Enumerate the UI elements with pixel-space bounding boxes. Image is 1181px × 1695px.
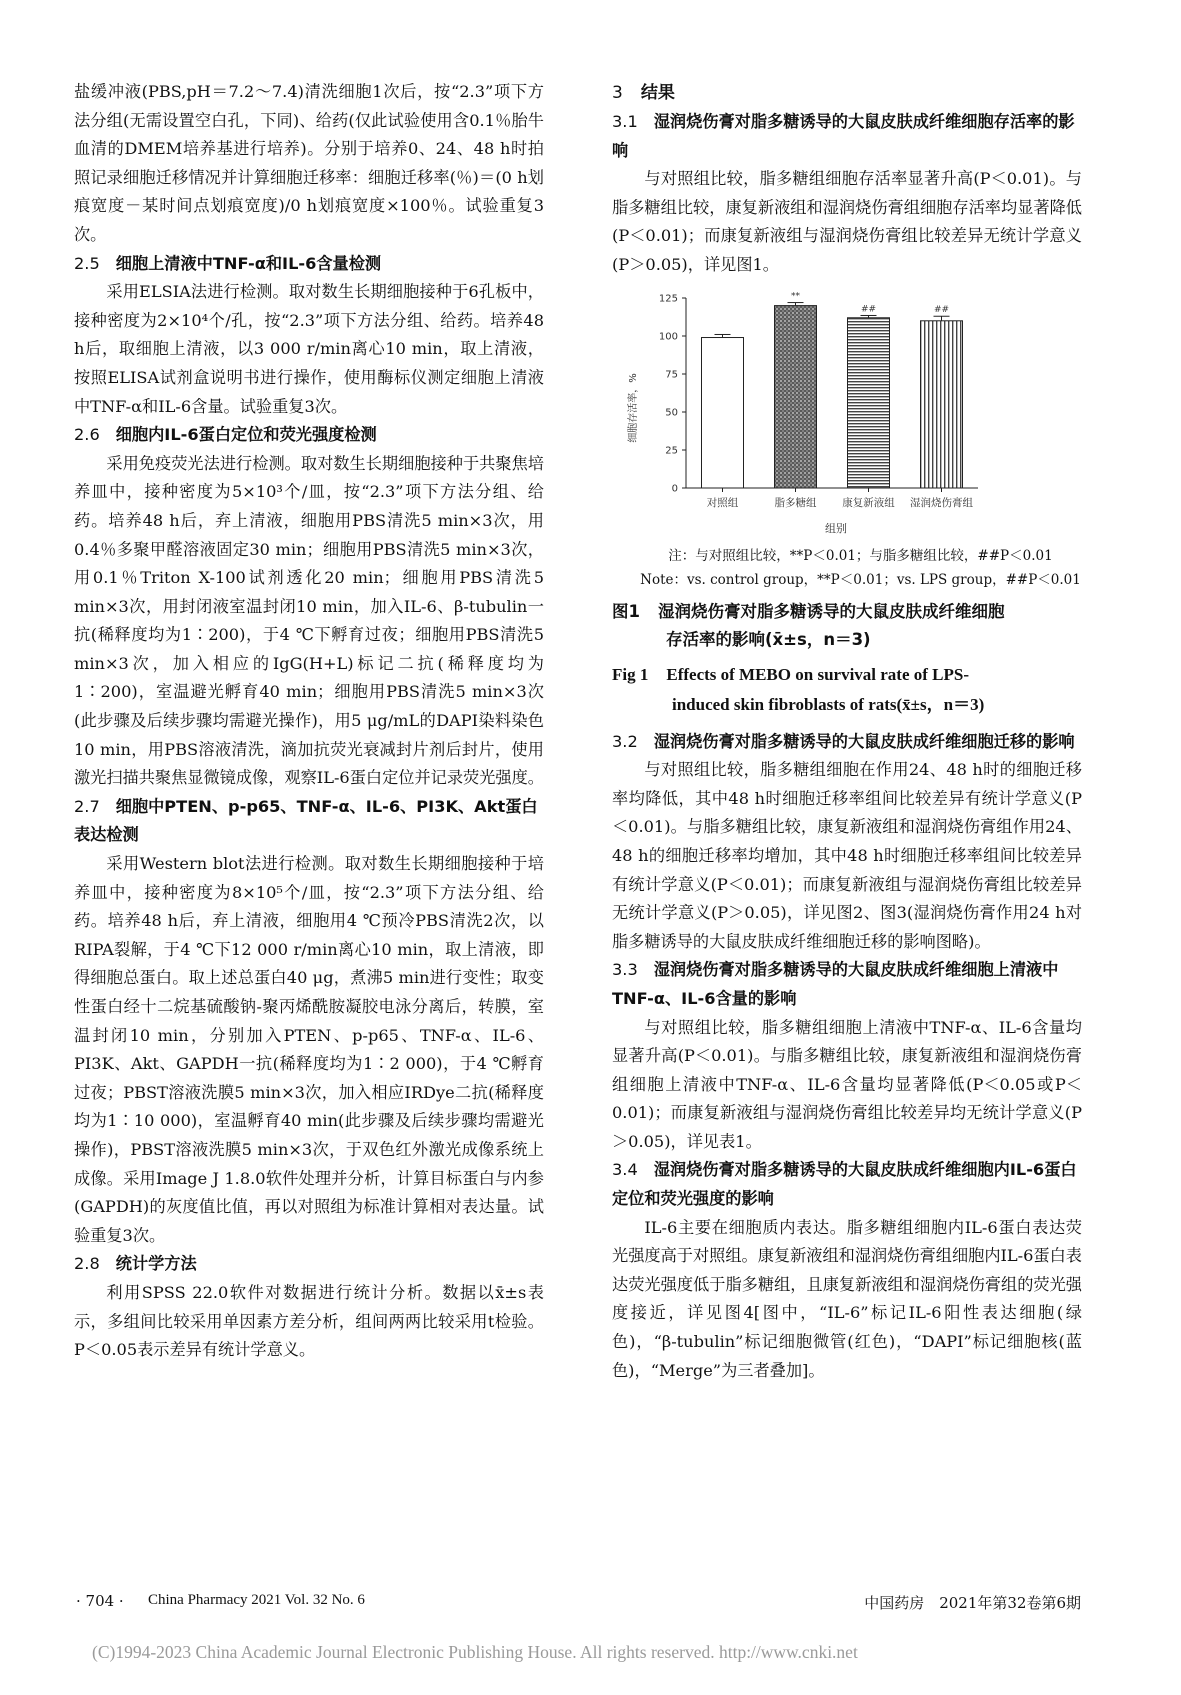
left-column	[74, 78, 544, 1365]
y-tick-label: 25	[665, 445, 678, 457]
x-tick-label: 湿润烧伤膏组	[910, 496, 973, 509]
section-title: 细胞内IL-6蛋白定位和荧光强度检测	[115, 425, 377, 445]
bar	[848, 317, 890, 487]
section-title: 湿润烧伤膏对脂多糖诱导的大鼠皮肤成纤维细胞迁移的影响	[653, 731, 1075, 751]
section-title: 湿润烧伤膏对脂多糖诱导的大鼠皮肤成纤维细胞内IL-6蛋白定位和荧光强度的影响	[612, 1160, 1077, 1209]
chart-bars	[702, 291, 963, 487]
page-number: · 704 ·	[76, 1592, 124, 1610]
x-tick-label: 对照组	[706, 496, 739, 509]
section-3-3-heading	[612, 956, 1082, 1013]
paragraph-3-4: IL-6主要在细胞质内表达。脂多糖组细胞内IL-6蛋白表达荧光强度高于对照组。康复新液组和湿润烧伤膏组细胞内IL-6蛋白表达荧光强度低于脂多糖组，且康复新液组和湿润烧伤膏组的荧光强度接近，详见图4[图中，“IL-6”标记IL-6阳性表达细胞(绿色)，“β-tubulin”标记细胞微管(红色)，“DAPI”标记细胞核(蓝色)，“Merge”为三者叠加]。	[612, 1217, 1082, 1380]
figure-label: 图1	[612, 601, 640, 621]
section-title: 细胞上清液中TNF-α和IL-6含量检测	[115, 253, 382, 273]
section-2-8-heading	[74, 1250, 544, 1279]
section-2-6-heading	[74, 421, 544, 450]
y-tick-label: 0	[671, 483, 678, 495]
y-tick-label: 50	[665, 407, 678, 419]
y-tick-label: 75	[665, 369, 678, 381]
section-title: 结果	[640, 83, 675, 103]
paragraph-3-1: 与对照组比较，脂多糖组细胞存活率显著升高(P＜0.01)。与脂多糖组比较，康复新液组和湿润烧伤膏组细胞存活率均显著降低(P＜0.01)；而康复新液组与湿润烧伤膏组比较差异无统计学意义(P＞0.05)，详见图1。	[612, 169, 1082, 274]
x-tick-label: 脂多糖组	[774, 496, 817, 509]
y-tick-label: 125	[658, 293, 678, 305]
section-3-1-heading	[612, 108, 1082, 165]
section-3-heading	[612, 78, 1082, 108]
section-2-5-heading	[74, 250, 544, 279]
significance-mark: **	[791, 291, 800, 302]
bar	[921, 320, 963, 487]
section-title: 统计学方法	[115, 1254, 197, 1274]
y-axis-label: 细胞存活率，%	[628, 372, 639, 443]
paragraph-2-7: 采用Western blot法进行检测。取对数生长期细胞接种于培养皿中，接种密度为8×10⁵个/皿，按“2.3”项下方法分组、给药。培养48 h后，弃上清液，细胞用4 ℃预冷PBS清洗2次，以RIPA裂解，于4 ℃下12 000 r/min离心10 min，取上清液，即得细胞总蛋白。取上述总蛋白40 μg，煮沸5 min进行变性；取变性蛋白经十二烷基硫酸钠-聚丙烯酰胺凝胶电泳分离后，转膜，室温封闭10 min，分别加入PTEN、p-p65、TNF-α、IL-6、PI3K、Akt、GAPDH一抗(稀释度均为1∶2 000)，于4 ℃孵育过夜；PBST溶液洗膜5 min×3次，加入相应IRDye二抗(稀释度均为1∶10 000)，室温孵育40 min(此步骤及后续步骤均需避光操作)，PBST溶液洗膜5 min×3次，于双色红外激光成像系统上成像。采用Image J 1.8.0软件处理并分析，计算目标蛋白与内参(GAPDH)的灰度值比值，再以对照组为标准计算相对表达量。试验重复3次。	[74, 854, 544, 1245]
copyright-notice: (C)1994-2023 China Academic Journal Electronic Publishing House. All rights reserved. http://www.cnki.net	[92, 1642, 858, 1662]
section-number: 3.3	[612, 960, 638, 980]
figure-label: Fig 1	[612, 664, 649, 684]
section-number: 3.2	[612, 731, 638, 751]
y-tick-label: 100	[658, 331, 678, 343]
section-3-4-heading	[612, 1156, 1082, 1213]
bar	[775, 305, 817, 487]
bar	[702, 337, 744, 487]
section-number: 2.8	[74, 1254, 100, 1274]
section-number: 3.4	[612, 1160, 638, 1180]
section-title: 湿润烧伤膏对脂多糖诱导的大鼠皮肤成纤维细胞上清液中TNF-α、IL-6含量的影响	[612, 960, 1059, 1008]
right-column	[612, 78, 1082, 1385]
caption-line-1: 湿润烧伤膏对脂多糖诱导的大鼠皮肤成纤维细胞	[657, 601, 1005, 621]
significance-mark: ##	[860, 304, 877, 315]
paragraph-3-3: 与对照组比较，脂多糖组细胞上清液中TNF-α、IL-6含量均显著升高(P＜0.01)。与脂多糖组比较，康复新液组和湿润烧伤膏组细胞上清液中TNF-α、IL-6含量均显著降低(P＜0.05或P＜0.01)；而康复新液组与湿润烧伤膏组比较差异均无统计学意义(P＞0.05)，详见表1。	[612, 1017, 1082, 1151]
section-3-2-heading	[612, 728, 1082, 757]
journal-name-en: China Pharmacy 2021 Vol. 32 No. 6	[148, 1592, 365, 1608]
paragraph-2-4-cont: 盐缓冲液(PBS,pH＝7.2～7.4)清洗细胞1次后，按“2.3”项下方法分组(无需设置空白孔，下同)、给药(仅此试验使用含0.1％胎牛血清的DMEM培养基进行培养)。分别于培养0、24、48 h时拍照记录细胞迁移情况并计算细胞迁移率：细胞迁移率(％)＝(0 h划痕宽度－某时间点划痕宽度)/0 h划痕宽度×100％。试验重复3次。	[74, 82, 544, 244]
paragraph-2-6: 采用免疫荧光法进行检测。取对数生长期细胞接种于共聚焦培养皿中，接种密度为5×10³个/皿，按“2.3”项下方法分组、给药。培养48 h后，弃上清液，细胞用PBS清洗5 min×3次，用0.4％多聚甲醛溶液固定30 min；细胞用PBS清洗5 min×3次，用0.1％Triton X-100试剂透化20 min；细胞用PBS清洗5 min×3次，用封闭液室温封闭10 min，加入IL-6、β-tubulin一抗(稀释度均为1∶200)，于4 ℃下孵育过夜；细胞用PBS清洗5 min×3次，加入相应的IgG(H+L)标记二抗(稀释度均为1∶200)，室温避光孵育40 min；细胞用PBS清洗5 min×3次(此步骤及后续步骤均需避光操作)，用5 μg/mL的DAPI染料染色10 min，用PBS溶液清洗，滴加抗荧光衰减封片剂后封片，使用激光扫描共聚焦显微镜成像，观察IL-6蛋白定位并记录荧光强度。	[74, 453, 544, 788]
section-number: 2.6	[74, 425, 100, 445]
figure-1-caption-cn	[612, 598, 1082, 654]
caption-line-1: Effects of MEBO on survival rate of LPS-	[666, 664, 970, 684]
section-number: 2.5	[74, 253, 100, 273]
section-title: 湿润烧伤膏对脂多糖诱导的大鼠皮肤成纤维细胞存活率的影响	[612, 112, 1075, 160]
x-axis-label: 组别	[825, 521, 847, 535]
figure-1-note-cn: 注：与对照组比较，**P＜0.01；与脂多糖组比较，##P＜0.01	[668, 547, 1053, 564]
journal-name-cn: 中国药房 2021年第32卷第6期	[864, 1594, 1081, 1612]
section-2-7-heading	[74, 793, 544, 850]
section-title: 细胞中PTEN、p-p65、TNF-α、IL-6、PI3K、Akt蛋白表达检测	[74, 796, 538, 845]
figure-1	[612, 288, 1082, 544]
figure-1-caption-en	[612, 660, 1082, 720]
section-number: 3	[612, 83, 623, 103]
figure-1-note-en: Note：vs. control group，**P＜0.01；vs. LPS group，##P＜0.01	[640, 571, 1081, 588]
significance-mark: ##	[933, 304, 950, 315]
paragraph-2-5: 采用ELSIA法进行检测。取对数生长期细胞接种于6孔板中，接种密度为2×10⁴个/孔，按“2.3”项下方法分组、给药。培养48 h后，取细胞上清液，以3 000 r/min离心10 min，取上清液，按照ELISA试剂盒说明书进行操作，使用酶标仪测定细胞上清液中TNF-α和IL-6含量。试验重复3次。	[74, 282, 544, 416]
paragraph-3-2: 与对照组比较，脂多糖组细胞在作用24、48 h时的细胞迁移率均降低，其中48 h时细胞迁移率组间比较差异有统计学意义(P＜0.01)。与脂多糖组比较，康复新液组和湿润烧伤膏组作用24、48 h的细胞迁移率均增加，其中48 h时细胞迁移率组间比较差异有统计学意义(P＜0.01)；而康复新液组与湿润烧伤膏组比较差异无统计学意义(P＞0.05)，详见图2、图3(湿润烧伤膏作用24 h对脂多糖诱导的大鼠皮肤成纤维细胞迁移的影响图略)。	[612, 760, 1082, 951]
paragraph-2-8: 利用SPSS 22.0软件对数据进行统计分析。数据以x̄±s表示，多组间比较采用单因素方差分析，组间两两比较采用t检验。P＜0.05表示差异有统计学意义。	[74, 1282, 544, 1360]
section-number: 2.7	[74, 796, 100, 816]
caption-line-2: 存活率的影响(x̄±s，n＝3)	[666, 629, 871, 649]
survival-rate-bar-chart	[612, 288, 1082, 544]
x-tick-label: 康复新液组	[842, 496, 895, 509]
section-number: 3.1	[612, 112, 638, 131]
caption-line-2: induced skin fibroblasts of rats(x̄±s，n＝3)	[672, 694, 985, 714]
